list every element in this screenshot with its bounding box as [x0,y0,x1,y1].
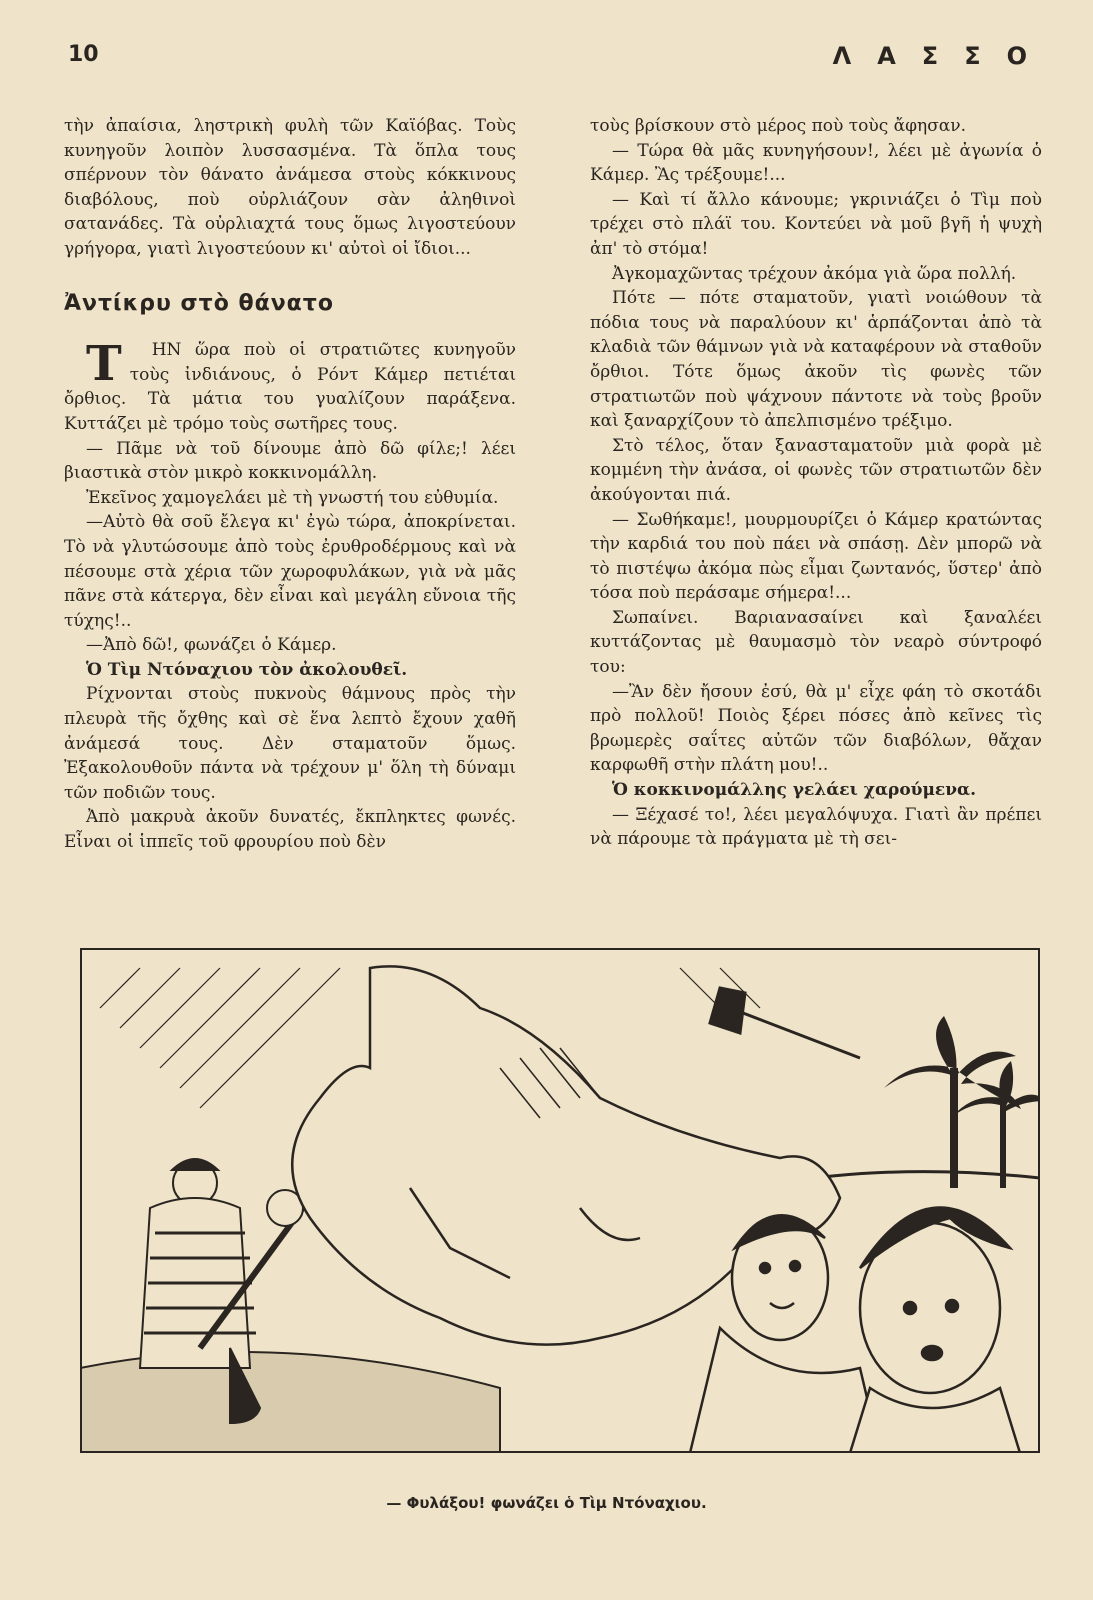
paragraph: — Τώρα θὰ μᾶς κυνηγήσουν!, λέει μὲ ἀγωνία ὁ Κάμερ. Ἂς τρέξουμε!... [590,140,1042,186]
paragraph: τοὺς βρίσκουν στὸ μέρος ποὺ τοὺς ἄφησαν. [590,116,967,136]
drop-cap: Τ [86,336,122,393]
section-heading: Ἀντίκρυ στὸ θάνατο [64,290,334,316]
paragraph-dropcap [64,338,516,436]
paragraph: Στὸ τέλος, ὅταν ξανασταματοῦν μιὰ φορὰ μὲ κομμένη τὴν ἀνάσα, οἱ φωνὲς τῶν στρατιωτῶν δὲν ἀκούγονται πιά. [590,435,1042,505]
paragraph: Ἀγκομαχῶντας τρέχουν ἀκόμα γιὰ ὥρα πολλή. [612,263,1017,284]
paragraph: —Αὐτὸ θὰ σοῦ ἔλεγα κι' ἐγὼ τώρα, ἀποκρίνεται. Τὸ νὰ γλυτώσουμε ἀπὸ τοὺς ἐρυθροδέρμους καὶ νὰ πέσουμε στὰ χέρια τῶν χωροφυλάκων, γιὰ νὰ μᾶς πᾶνε στὰ κάτεργα, δὲν εἶναι καὶ μεγάλη εὔνοια τῆς τύχης!.. [64,512,516,631]
left-column [64,114,516,855]
paragraph: —Ἀπὸ δῶ!, φωνάζει ὁ Κάμερ. [86,635,337,656]
illustration-drawing [80,948,1040,1453]
paragraph: Ἀπὸ μακρυὰ ἀκοῦν δυνατές, ἔκπληκτες φωνές. Εἶναι οἱ ἱππεῖς τοῦ φρουρίου ποὺ δὲν [64,807,516,853]
paragraph: — Πᾶμε νὰ τοῦ δίνουμε ἀπὸ δῶ φίλε;! λέει βιαστικὰ στὸν μικρὸ κοκκινομάλλη. [64,438,516,484]
paragraph: Ὁ Τὶμ Ντόναχιου τὸν ἀκολουθεῖ. [86,659,408,680]
paragraph-text: ΗΝ ὥρα ποὺ οἱ στρατιῶτες κυνηγοῦν τοὺς ἰνδιάνους, ὁ Ρόντ Κάμερ πετιέται ὄρθιος. Τὰ μάτια του γυαλίζουν παράξενα. Κυττάζει μὲ τρόμο τοὺς σωτῆρες τους. [64,340,516,434]
page-number: 10 [68,42,99,67]
paragraph: — Σωθήκαμε!, μουρμουρίζει ὁ Κάμερ κρατώντας τὴν καρδιά του ποὺ πάει νὰ σπάσῃ. Δὲν μπορῶ νὰ τὸ πιστέψω ἀκόμα πὼς εἶμαι ζωντανός, ὕστερ' ἀπὸ τόσα ποὺ περάσαμε σήμερα!... [590,509,1042,604]
paragraph: Ὁ κοκκινομάλλης γελάει χαρούμενα. [612,780,977,801]
right-column [590,114,1042,852]
paragraph: Πότε — πότε σταματοῦν, γιατὶ νοιώθουν τὰ πόδια τους νὰ παραλύουν κι' ἁρπάζονται ἀπὸ τὰ κλαδιὰ τῶν θάμνων γιὰ νὰ καταφέρουν νὰ σταθοῦν ὄρθιοι. Τότε ὅμως ἀκοῦν τὶς φωνὲς τῶν στρατιωτῶν ποὺ ψάχνουν πάντοτε νὰ τοὺς βροῦν καὶ ξαναρχίζουν τὸ ἀπελπισμένο τρέξιμο. [590,288,1042,432]
paragraph: — Καὶ τί ἄλλο κάνουμε; γκρινιάζει ὁ Τὶμ ποὺ τρέχει στὸ πλάϊ του. Κοντεύει νὰ μοῦ βγῆ ἡ ψυχὴ ἀπ' τὸ στόμα! [590,189,1042,259]
paragraph: Σωπαίνει. Βαριανασαίνει καὶ ξαναλέει κυττάζοντας μὲ θαυμασμὸ τὸν νεαρὸ σύντροφό του: [590,607,1042,678]
comic-illustration [80,948,1040,1453]
paragraph: Ρίχνονται στοὺς πυκνοὺς θάμνους πρὸς τὴν πλευρὰ τῆς ὄχθης καὶ σὲ ἕνα λεπτὸ ἔχουν χαθῆ ἀνάμεσά τους. Δὲν σταματοῦν ὅμως. Ἐξακολουθοῦν πάντα νὰ τρέχουν μ' ὅλη τὴ δύναμι τῶν ποδιῶν τους. [64,684,516,803]
illustration-caption: — Φυλάξου! φωνάζει ὁ Τὶμ Ντόναχιου. [386,1494,707,1512]
paragraph: Ἐκεῖνος χαμογελάει μὲ τὴ γνωστή του εὐθυμία. [86,487,499,508]
paragraph: —Ἂν δὲν ἤσουν ἐσύ, θὰ μ' εἶχε φάη τὸ σκοτάδι πρὸ πολλοῦ! Ποιὸς ξέρει πόσες ἀπὸ κεῖνες τὶς βρωμερὲς σαΐτες αὐτῶν τῶν διαβόλων, θἄχαν καρφωθῆ στὴν πλάτη μου!.. [590,681,1042,776]
magazine-title: ΛΑΣΣΟ [832,42,1053,70]
paragraph: — Ξέχασέ το!, λέει μεγαλόψυχα. Γιατὶ ἂν πρέπει νὰ πάρουμε τὰ πράγματα μὲ τὴ σει- [590,804,1042,850]
paragraph: τὴν ἀπαίσια, ληστρικὴ φυλὴ τῶν Καϊόβας. Τοὺς κυνηγοῦν λοιπὸν λυσσασμένα. Τὰ ὅπλα τους σπέρνουν τὸν θάνατο ἀνάμεσα στοὺς κόκκινους διαβόλους, ποὺ οὐρλιάζουν σὰν ἀληθινοὶ σατανάδες. Τὰ οὐρλιαχτά τους ὅμως λιγοστεύουν γρήγορα, γιατὶ λιγοστεύουν κι' αὐτοὶ οἱ ἴδιοι... [64,116,516,259]
character-tim [850,1208,1020,1454]
